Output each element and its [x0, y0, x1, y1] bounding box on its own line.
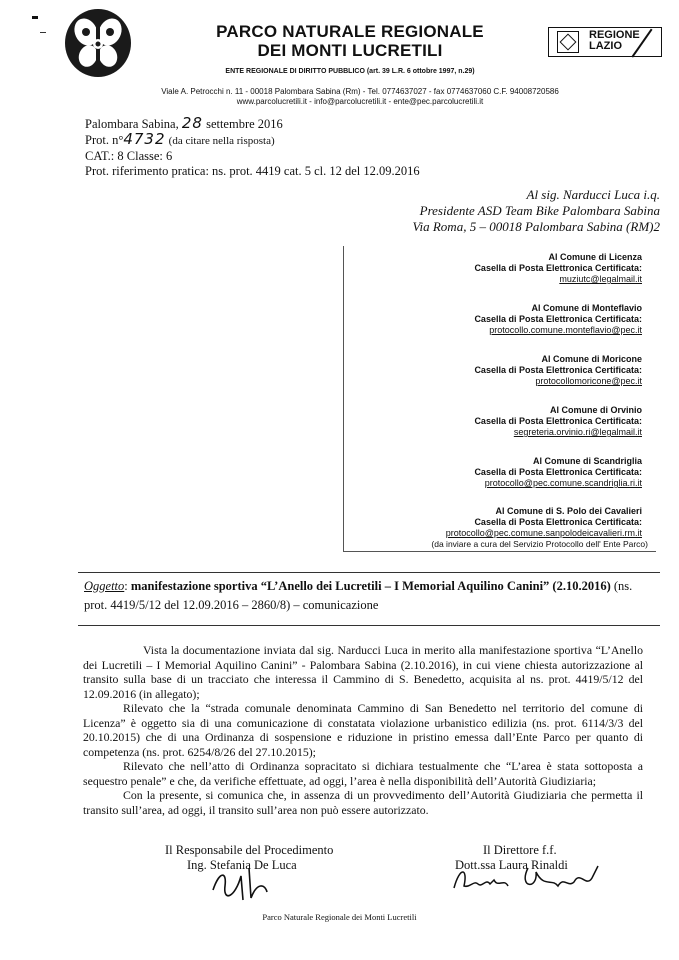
letter-body [83, 643, 643, 817]
organization-title: PARCO NATURALE REGIONALE DEI MONTI LUCRETILI [216, 22, 484, 60]
category-line: CAT.: 8 Classe: 6 [85, 149, 173, 163]
scan-mark [32, 16, 38, 19]
scan-mark [40, 32, 46, 33]
cc-item: Al Comune di Monteflavio Casella di Posta Elettronica Certificata: protocollo.comune.monteflavio@pec.it [474, 303, 642, 335]
handwritten-signature-left [205, 862, 295, 902]
handwritten-day: 28 [181, 114, 203, 132]
page-footer: Parco Naturale Regionale dei Monti Lucretili [262, 912, 417, 922]
regione-lazio-logo [548, 27, 662, 57]
regione-emblem-icon [557, 31, 579, 53]
recipient-address: Al sig. Narducci Luca i.q. Presidente ASD Team Bike Palombara Sabina Via Roma, 5 – 00018 Palombara Sabina (RM)2 [412, 187, 660, 234]
cc-recipients-box [343, 246, 656, 552]
organization-subtitle: ENTE REGIONALE DI DIRITTO PUBBLICO (art. 39 L.R. 6 ottobre 1997, n.29) [225, 68, 475, 75]
reference-line: Prot. riferimento pratica: ns. prot. 4419 cat. 5 cl. 12 del 12.09.2016 [85, 164, 420, 178]
signer-name: Ing. Stefania De Luca [187, 858, 297, 872]
body-paragraph: Vista la documentazione inviata dal sig. Narducci Luca in merito alla manifestazione sportiva “L’Anello dei Lucretili – I Memorial Aquilino Canini” - Palombara Sabina (2.10.2016), in cui viene chiesta autorizzazione al transito sulla base di un tracciato che interessa il Cammino di S. Benedetto, acquisita al ns. prot. 4419/5/12 del 12.09.2016 (in allegato); [83, 643, 643, 701]
signer-name: Dott.ssa Laura Rinaldi [455, 858, 568, 872]
body-paragraph: Con la presente, si comunica che, in assenza di un provvedimento dell’Autorità Giudiziaria che permetta il transito sull’area, ad oggi, il transito sull’area non può essere autorizzato. [83, 788, 643, 817]
body-paragraph: Rilevato che nell’atto di Ordinanza sopracitato si dichiara testualmente che “L’area è stata sottoposta a sequestro penale” e che, da verifiche effettuate, ad oggi, l’area è nella disponibilità dell’Autorità Giudiziaria; [83, 759, 643, 788]
handwritten-protocol-number: 4732 [123, 130, 166, 148]
protocol-meta [85, 116, 420, 179]
cc-item: Al Comune di S. Polo dei Cavalieri Casella di Posta Elettronica Certificata: protocollo@pec.comune.sanpolodeicavalieri.rm.it [445, 506, 642, 538]
regione-text: REGIONE LAZIO [589, 29, 640, 52]
cc-note: (da inviare a cura del Servizio Protocollo dell' Ente Parco) [431, 539, 648, 549]
cc-item: Al Comune di Scandriglia Casella di Posta Elettronica Certificata: protocollo@pec.comune.scandriglia.ri.it [474, 456, 642, 488]
handwritten-signature-right [448, 858, 628, 898]
subject-label: Oggetto [84, 579, 125, 593]
signer-role: Il Responsabile del Procedimento [165, 843, 334, 857]
subject-block: Oggetto: manifestazione sportiva “L’Anello dei Lucretili – I Memorial Aquilino Canini” (2.10.2016) (ns. prot. 4419/5/12 del 12.09.2016 – 2860/8) – comunicazione [78, 572, 660, 626]
subject-reference: (ns. prot. 4419/5/12 del 12.09.2016 – 2860/8) – comunicazione [84, 579, 633, 612]
body-paragraph: Rilevato che la “strada comunale denominata Cammino di San Benedetto nel territorio del comune di Licenza” è oggetto sia di una comunicazione di constatata violazione urbanistico edilizia (ns. prot. 6114/3/3 del 20.10.2015) che di una Ordinanza di sospensione e riduzione in pristino emessa dall’Ente Parco per quanto di competenza (ns. prot. 6254/8/26 del 27.10.2015); [83, 701, 643, 759]
park-logo-icon [62, 6, 134, 80]
cc-item: Al Comune di Licenza Casella di Posta Elettronica Certificata: muziutc@legalmail.it [474, 252, 642, 284]
protocol-number-line: Prot. n°4732 (da citare nella risposta) [85, 130, 275, 148]
subject-title: manifestazione sportiva “L’Anello dei Lucretili – I Memorial Aquilino Canini” (2.10.2016) [130, 579, 611, 593]
date-line: Palombara Sabina, 28 settembre 2016 [85, 114, 283, 132]
signer-role: Il Direttore f.f. [483, 843, 557, 857]
cc-item: Al Comune di Moricone Casella di Posta Elettronica Certificata: protocollomoricone@pec.it [474, 354, 642, 386]
cc-item: Al Comune di Orvinio Casella di Posta Elettronica Certificata: segreteria.orvinio.ri@legalmail.it [474, 405, 642, 437]
organization-address: Viale A. Petrocchi n. 11 - 00018 Palombara Sabina (Rm) - Tel. 0774637027 - fax 0774637060 C.F. 94008720586 www.parcolucretili.it - info@parcolucretili.it - ente@pec.parcolucretili.it [161, 87, 559, 106]
